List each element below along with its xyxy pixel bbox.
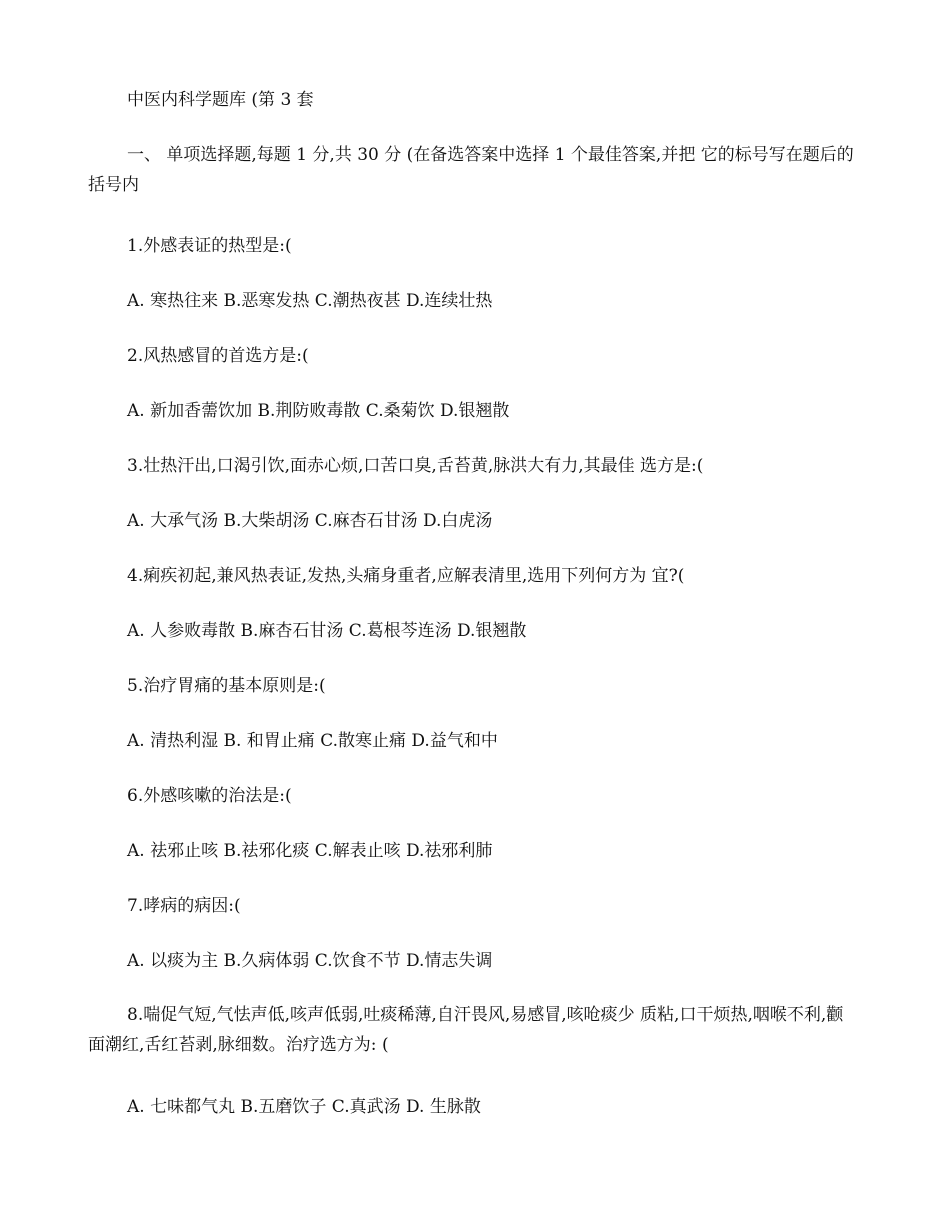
question-8: 8.喘促气短,气怯声低,咳声低弱,吐痰稀薄,自汗畏风,易感冒,咳呛痰少 质粘,口干烦热,咽喉不利,颧面潮红,舌红苔剥,脉细数。治疗选方为: (: [88, 1005, 844, 1055]
question-6: 6.外感咳嗽的治法是:(: [127, 786, 292, 806]
question-6-options: A. 祛邪止咳 B.祛邪化痰 C.解表止咳 D.祛邪利肺: [127, 841, 493, 861]
section-heading: 一、 单项选择题,每题 1 分,共 30 分 (在备选答案中选择 1 个最佳答案,并把 它的标号写在题后的括号内: [88, 145, 854, 195]
document-title: 中医内科学题库 (第 3 套: [127, 90, 314, 110]
question-2-options: A. 新加香薷饮加 B.荆防败毒散 C.桑菊饮 D.银翘散: [127, 401, 510, 421]
question-8-options: A. 七味都气丸 B.五磨饮子 C.真武汤 D. 生脉散: [127, 1097, 481, 1117]
question-4: 4.痢疾初起,兼风热表证,发热,头痛身重者,应解表清里,选用下列何方为 宜?(: [127, 566, 685, 586]
question-4-options: A. 人参败毒散 B.麻杏石甘汤 C.葛根芩连汤 D.银翘散: [127, 621, 527, 641]
question-5-options: A. 清热利湿 B. 和胃止痛 C.散寒止痛 D.益气和中: [127, 731, 498, 751]
question-1-options: A. 寒热往来 B.恶寒发热 C.潮热夜甚 D.连续壮热: [127, 291, 493, 311]
question-5: 5.治疗胃痛的基本原则是:(: [127, 676, 326, 696]
question-1: 1.外感表证的热型是:(: [127, 236, 292, 256]
question-2: 2.风热感冒的首选方是:(: [127, 346, 309, 366]
question-3-options: A. 大承气汤 B.大柴胡汤 C.麻杏石甘汤 D.白虎汤: [127, 511, 493, 531]
question-3: 3.壮热汗出,口渴引饮,面赤心烦,口苦口臭,舌苔黄,脉洪大有力,其最佳 选方是:(: [127, 456, 704, 476]
question-7: 7.哮病的病因:(: [127, 896, 241, 916]
question-7-options: A. 以痰为主 B.久病体弱 C.饮食不节 D.情志失调: [127, 951, 493, 971]
